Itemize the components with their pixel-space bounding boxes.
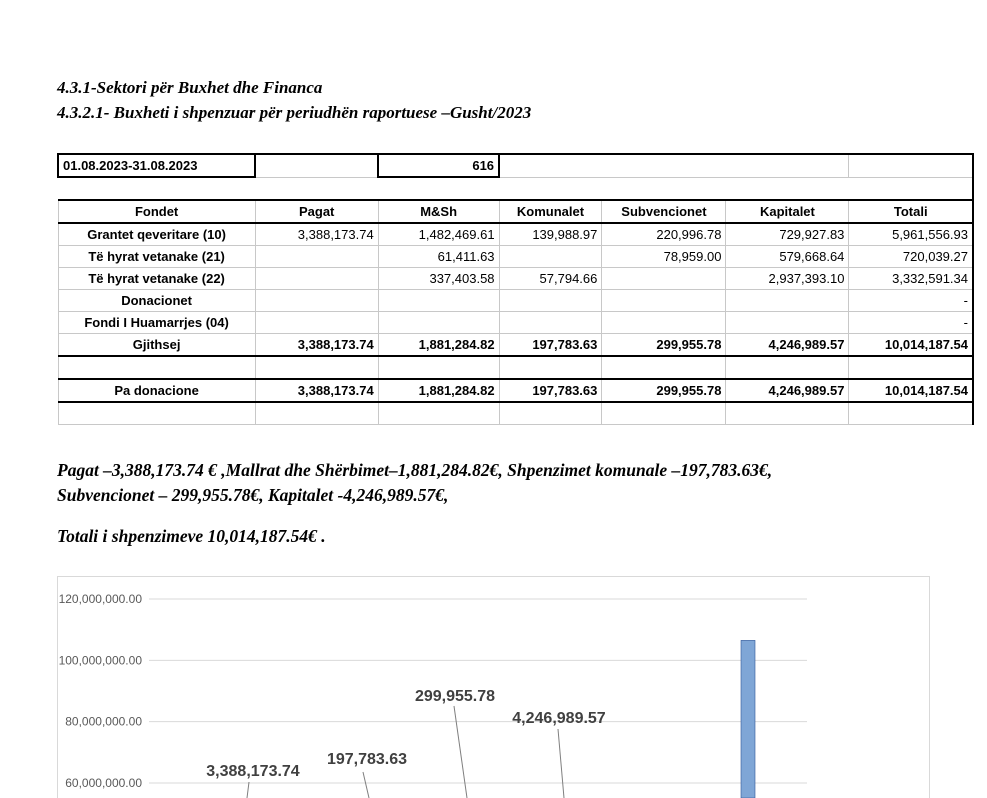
table-row: Grantet qeveritare (10) 3,388,173.74 1,482,469.61 139,988.97 220,996.78 729,927.83 5,961,556.93: [58, 223, 973, 246]
summary-line-2: Subvencionet – 299,955.78€, Kapitalet -4,246,989.57€,: [57, 485, 448, 505]
period-cell: 01.08.2023-31.08.2023: [58, 154, 255, 177]
table-row: Fondi I Huamarrjes (04) -: [58, 312, 973, 334]
header-cell: Komunalet: [499, 200, 602, 223]
summary-total: Totali i shpenzimeve 10,014,187.54€ .: [57, 524, 326, 549]
summary-line-1: Pagat –3,388,173.74 € ,Mallrat dhe Shërbimet–1,881,284.82€, Shpenzimet komunale –197,783.63€,: [57, 460, 772, 480]
y-tick-label: 60,000,000.00: [65, 776, 142, 790]
data-label: 299,955.78: [415, 688, 495, 705]
pa-donacione-row: Pa donacione 3,388,173.74 1,881,284.82 197,783.63 299,955.78 4,246,989.57 10,014,187.54: [58, 379, 973, 402]
subsection-heading: 4.3.2.1- Buxheti i shpenzuar për periudhën raportuese –Gusht/2023: [57, 103, 531, 123]
table-row: Të hyrat vetanake (22) 337,403.58 57,794.66 2,937,393.10 3,332,591.34: [58, 268, 973, 290]
header-cell: Kapitalet: [726, 200, 849, 223]
period-row: [58, 154, 973, 177]
budget-table: [57, 153, 974, 425]
data-label: 3,388,173.74: [206, 763, 300, 780]
spacer-row: [58, 402, 973, 425]
data-label: 197,783.63: [327, 751, 407, 768]
section-heading: 4.3.1-Sektori për Buxhet dhe Financa: [57, 78, 322, 98]
chart-bars: [741, 640, 755, 798]
header-cell: Pagat: [255, 200, 378, 223]
y-tick-label: 80,000,000.00: [65, 715, 142, 729]
bar: [741, 640, 755, 798]
header-cell: Subvencionet: [602, 200, 726, 223]
header-cell: Totali: [849, 200, 973, 223]
expenditure-chart: [57, 576, 931, 798]
total-row: Gjithsej 3,388,173.74 1,881,284.82 197,783.63 299,955.78 4,246,989.57 10,014,187.54: [58, 334, 973, 357]
table-header-row: [58, 200, 973, 223]
table-row: Donacionet -: [58, 290, 973, 312]
summary-paragraph: [57, 458, 957, 508]
y-tick-label: 100,000,000.00: [59, 653, 143, 667]
code-cell: 616: [378, 154, 499, 177]
header-cell: M&Sh: [378, 200, 499, 223]
header-cell: Fondet: [58, 200, 255, 223]
spacer-row: [58, 356, 973, 379]
table-row: Të hyrat vetanake (21) 61,411.63 78,959.00 579,668.64 720,039.27: [58, 246, 973, 268]
data-label: 4,246,989.57: [512, 710, 606, 727]
y-tick-label: 120,000,000.00: [59, 592, 143, 606]
spacer-row: [58, 177, 973, 200]
